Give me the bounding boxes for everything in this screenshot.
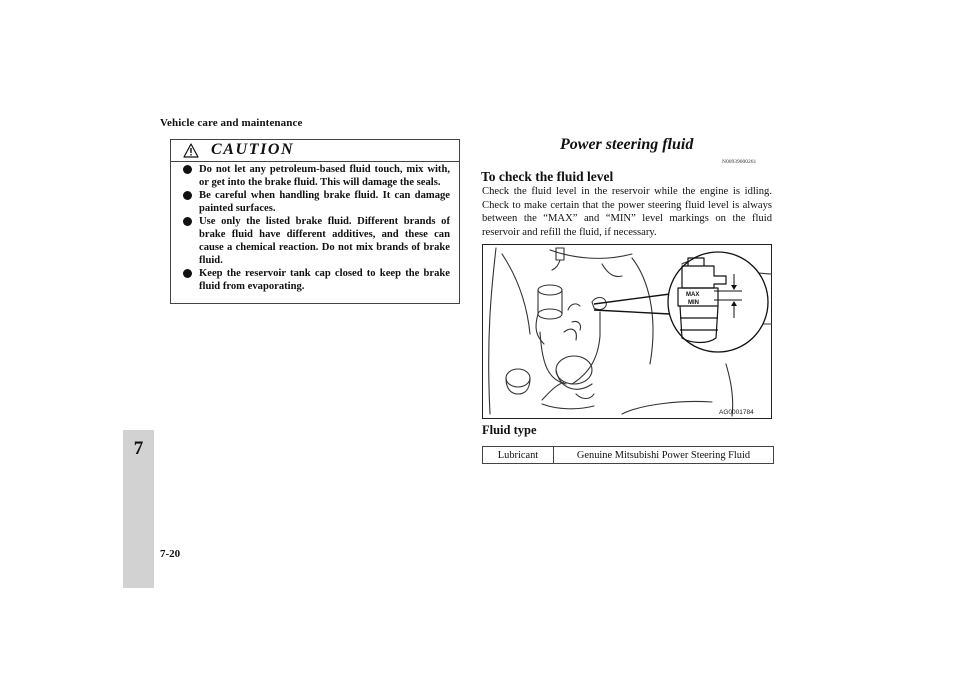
caution-item-text: Do not let any petroleum-based fluid touch, mix with, or get into the brake fluid. This will damage the seals. bbox=[199, 164, 450, 188]
reservoir-illustration bbox=[482, 244, 772, 419]
page-number: 7-20 bbox=[160, 548, 181, 560]
warning-triangle-icon bbox=[183, 143, 199, 158]
bullet-icon bbox=[183, 217, 192, 226]
figure-code: AG0001784 bbox=[719, 409, 754, 416]
chapter-number: 7 bbox=[133, 438, 144, 459]
bullet-icon bbox=[183, 191, 192, 200]
caution-header bbox=[171, 140, 459, 162]
max-label: MAX bbox=[686, 292, 700, 298]
caution-title: CAUTION bbox=[211, 141, 295, 158]
running-header: Vehicle care and maintenance bbox=[160, 117, 303, 129]
section-title: Power steering fluid bbox=[560, 136, 694, 153]
subheading: To check the fluid level bbox=[481, 169, 614, 184]
caution-item bbox=[171, 215, 459, 267]
fluid-type-heading: Fluid type bbox=[482, 423, 537, 437]
caution-item bbox=[171, 267, 459, 293]
table-cell-value: Genuine Mitsubishi Power Steering Fluid bbox=[554, 447, 774, 464]
bullet-icon bbox=[183, 269, 192, 278]
fluid-spec-table bbox=[482, 446, 774, 464]
body-text: Check the fluid level in the reservoir while the engine is idling. Check to make certain that the power steering fluid level is always between the “MAX” and “MIN” level markings on the fluid reservoir and refill the fluid, if necessary. bbox=[482, 186, 772, 238]
caution-list bbox=[171, 163, 459, 293]
min-label: MIN bbox=[688, 300, 699, 306]
caution-item-text: Be careful when handling brake fluid. It can damage painted surfaces. bbox=[199, 190, 450, 214]
caution-item bbox=[171, 163, 459, 189]
table-cell-label: Lubricant bbox=[483, 447, 554, 464]
caution-box bbox=[170, 139, 460, 304]
table-row bbox=[483, 447, 774, 464]
section-code: N00939000261 bbox=[722, 159, 757, 165]
caution-item bbox=[171, 189, 459, 215]
chapter-tab bbox=[123, 430, 154, 588]
bullet-icon bbox=[183, 165, 192, 174]
caution-item-text: Keep the reservoir tank cap closed to keep the brake fluid from evaporating. bbox=[199, 268, 450, 292]
caution-item-text: Use only the listed brake fluid. Different brands of brake fluid have different additives, and these can cause a chemical reaction. Do not mix brands of brake fluid. bbox=[199, 216, 450, 266]
